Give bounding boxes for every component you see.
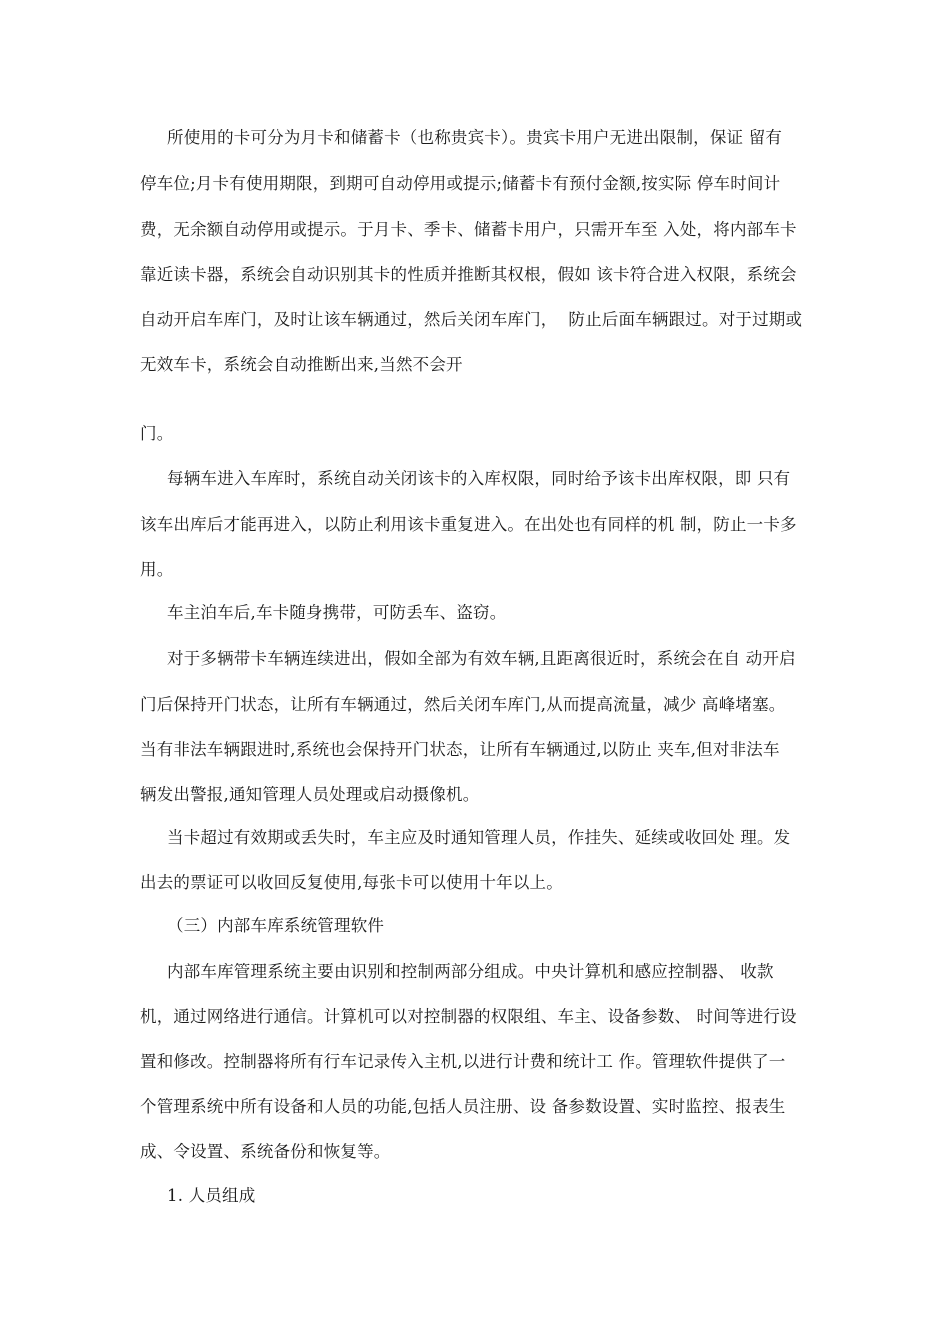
text-line: 当有非法车辆跟进时,系统也会保持开门状态，让所有车辆通过,以防止 夹车,但对非法车 bbox=[140, 740, 780, 759]
text-line: 每辆车进入车库时，系统自动关闭该卡的入库权限，同时给予该卡出库权限，即 只有 bbox=[167, 469, 791, 488]
text-line: 置和修改。控制器将所有行车记录传入主机,以进行计费和统计工 作。管理软件提供了一 bbox=[140, 1052, 786, 1071]
text-line: 个管理系统中所有设备和人员的功能,包括人员注册、设 备参数设置、实时监控、报表生 bbox=[140, 1097, 786, 1116]
text-line: 自动开启车库门，及时让该车辆通过，然后关闭车库门， 防止后面车辆跟过。对于过期或 bbox=[140, 310, 803, 329]
text-line: 当卡超过有效期或丢失时，车主应及时通知管理人员，作挂失、延续或收回处 理。发 bbox=[167, 828, 791, 847]
text-line: 费，无余额自动停用或提示。于月卡、季卡、储蓄卡用户，只需开车至 入处，将内部车卡 bbox=[140, 220, 797, 239]
text-line: 车主泊车后,车卡随身携带，可防丢车、盗窃。 bbox=[167, 603, 507, 622]
text-line: 所使用的卡可分为月卡和储蓄卡（也称贵宾卡）。贵宾卡用户无进出限制，保证 留有 bbox=[167, 128, 783, 147]
text-line: 靠近读卡器，系统会自动识别其卡的性质并推断其权根，假如 该卡符合进入权限，系统会 bbox=[140, 265, 797, 284]
text-line: 机，通过网络进行通信。计算机可以对控制器的权限组、车主、设备参数、 时间等进行设 bbox=[140, 1007, 797, 1026]
text-line: 出去的票证可以收回反复使用,每张卡可以使用十年以上。 bbox=[140, 873, 563, 892]
text-line: 成、令设置、系统备份和恢复等。 bbox=[140, 1142, 391, 1161]
subsection-heading: 1. 人员组成 bbox=[167, 1186, 256, 1205]
text-line: 停车位;月卡有使用期限，到期可自动停用或提示;储蓄卡有预付金额,按实际 停车时间计 bbox=[140, 174, 781, 193]
text-line: 对于多辆带卡车辆连续进出，假如全部为有效车辆,且距离很近时，系统会在自 动开启 bbox=[167, 649, 796, 668]
text-line: 辆发出警报,通知管理人员处理或启动摄像机。 bbox=[140, 785, 480, 804]
text-line: 门。 bbox=[140, 424, 174, 443]
text-line: 内部车库管理系统主要由识别和控制两部分组成。中央计算机和感应控制器、 收款 bbox=[167, 962, 774, 981]
text-line: 该车出库后才能再进入，以防止利用该卡重复进入。在出处也有同样的机 制，防止一卡多 bbox=[140, 515, 797, 534]
text-line: 无效车卡，系统会自动推断出来,当然不会开 bbox=[140, 355, 463, 374]
text-line: 门后保持开门状态，让所有车辆通过，然后关闭车库门,从而提高流量，减少 高峰堵塞。 bbox=[140, 695, 786, 714]
section-heading: （三）内部车库系统管理软件 bbox=[167, 916, 385, 935]
text-line: 用。 bbox=[140, 560, 174, 579]
